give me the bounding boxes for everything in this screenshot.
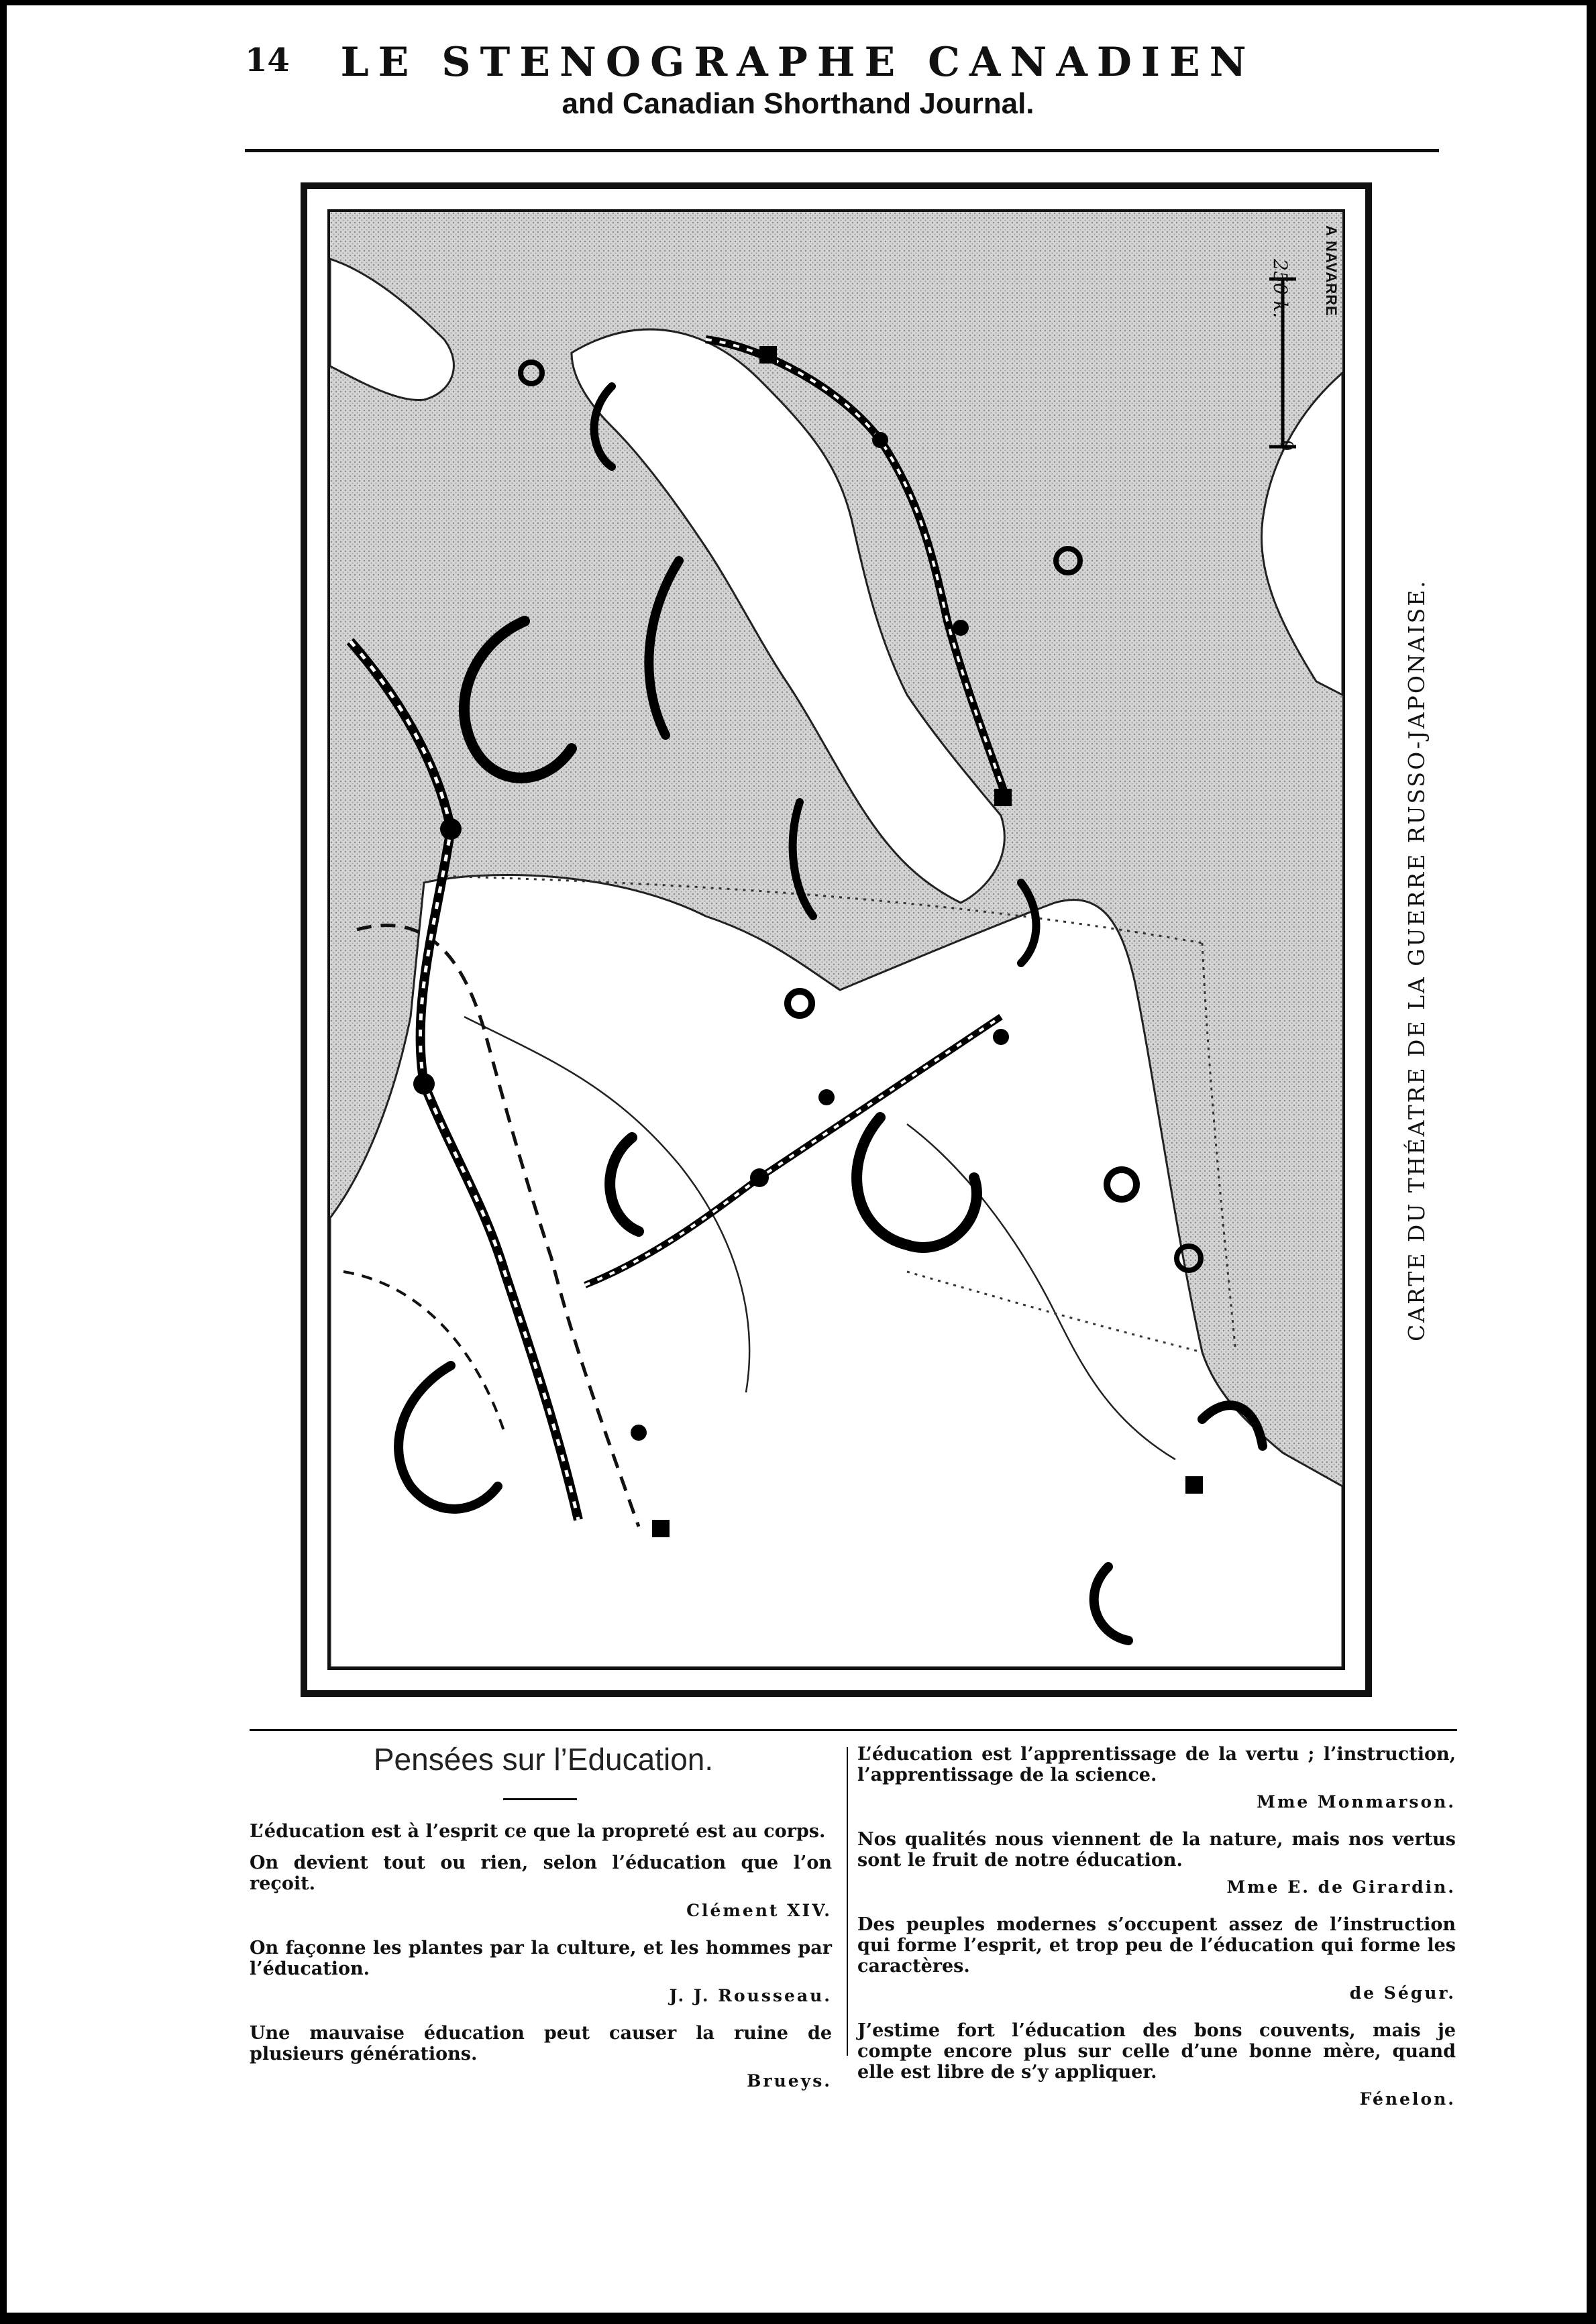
quotes-right-column <box>857 1744 1456 2126</box>
quote-text: L’éducation est à l’esprit ce que la propreté est au corps. <box>250 1821 826 1842</box>
city-dot-5 <box>953 620 969 636</box>
city-square-4 <box>652 1520 670 1537</box>
quote-text: L’éducation est l’apprentissage de la vertu ; l’instruction, l’apprentissage de la science. <box>857 1744 1456 1785</box>
city-square-3 <box>759 346 777 364</box>
map-drawing <box>330 212 1342 1667</box>
column-divider <box>847 1747 848 2056</box>
header-rule <box>245 149 1439 152</box>
quote-text: Nos qualités nous viennent de la nature, mais nos vertus sont le fruit de notre éducation. <box>857 1829 1456 1871</box>
city-dot-4 <box>872 432 888 448</box>
city-dot-3 <box>750 1168 769 1187</box>
map-credit: A NAVARRE <box>1323 225 1340 317</box>
quote-text: On façonne les plantes par la culture, et les hommes par l’éducation. <box>250 1938 832 1979</box>
city-dot-8 <box>631 1425 647 1441</box>
quote-author: de Ségur. <box>1349 1983 1456 2003</box>
map-image <box>327 209 1345 1670</box>
quote-text: On devient tout ou rien, selon l’éducation que l’on reçoit. <box>250 1852 832 1894</box>
quote-text: Une mauvaise éducation peut causer la ruine de plusieurs générations. <box>250 2023 832 2064</box>
city-dot-2 <box>413 1073 435 1095</box>
title-underline <box>503 1798 577 1800</box>
city-dot-6 <box>818 1089 835 1105</box>
quote-author: Clément XIV. <box>686 1901 832 1920</box>
journal-subtitle: and Canadian Shorthand Journal. <box>562 87 1034 120</box>
city-square-2 <box>994 789 1012 806</box>
quotes-left-column <box>250 1821 832 2108</box>
quote-author: Fénelon. <box>1359 2089 1456 2109</box>
journal-title: LE STENOGRAPHE CANADIEN <box>340 39 1256 86</box>
section-title: Pensées sur l’Education. <box>373 1742 714 1777</box>
quote-author: Mme Monmarson. <box>1257 1792 1456 1812</box>
section-rule <box>250 1729 1457 1731</box>
quote-author: J. J. Rousseau. <box>669 1986 832 2005</box>
scale-zero: 0 <box>1276 440 1296 451</box>
quote-text: J’estime fort l’éducation des bons couvents, mais je compte encore plus sur celle d’une bonne mère, quand elle est libre de s’y appliquer. <box>857 2020 1456 2083</box>
quote-text: Des peuples modernes s’occupent assez de l’instruction qui forme l’esprit, et trop peu de l’éducation qui forme les caractères. <box>857 1914 1456 1977</box>
quote-author: Mme E. de Girardin. <box>1226 1877 1456 1897</box>
map-caption-text: CARTE DU THÉATRE DE LA GUERRE RUSSO-JAPONAISE. <box>1403 579 1430 1341</box>
page-number: 14 <box>245 42 290 79</box>
quote-author: Brueys. <box>747 2071 832 2091</box>
city-square-1 <box>1185 1476 1203 1494</box>
map-caption <box>1403 537 1444 1341</box>
scale-label: 250 k. <box>1269 259 1291 319</box>
city-dot-1 <box>440 818 462 840</box>
map-frame <box>301 182 1372 1697</box>
city-dot-7 <box>993 1029 1009 1045</box>
